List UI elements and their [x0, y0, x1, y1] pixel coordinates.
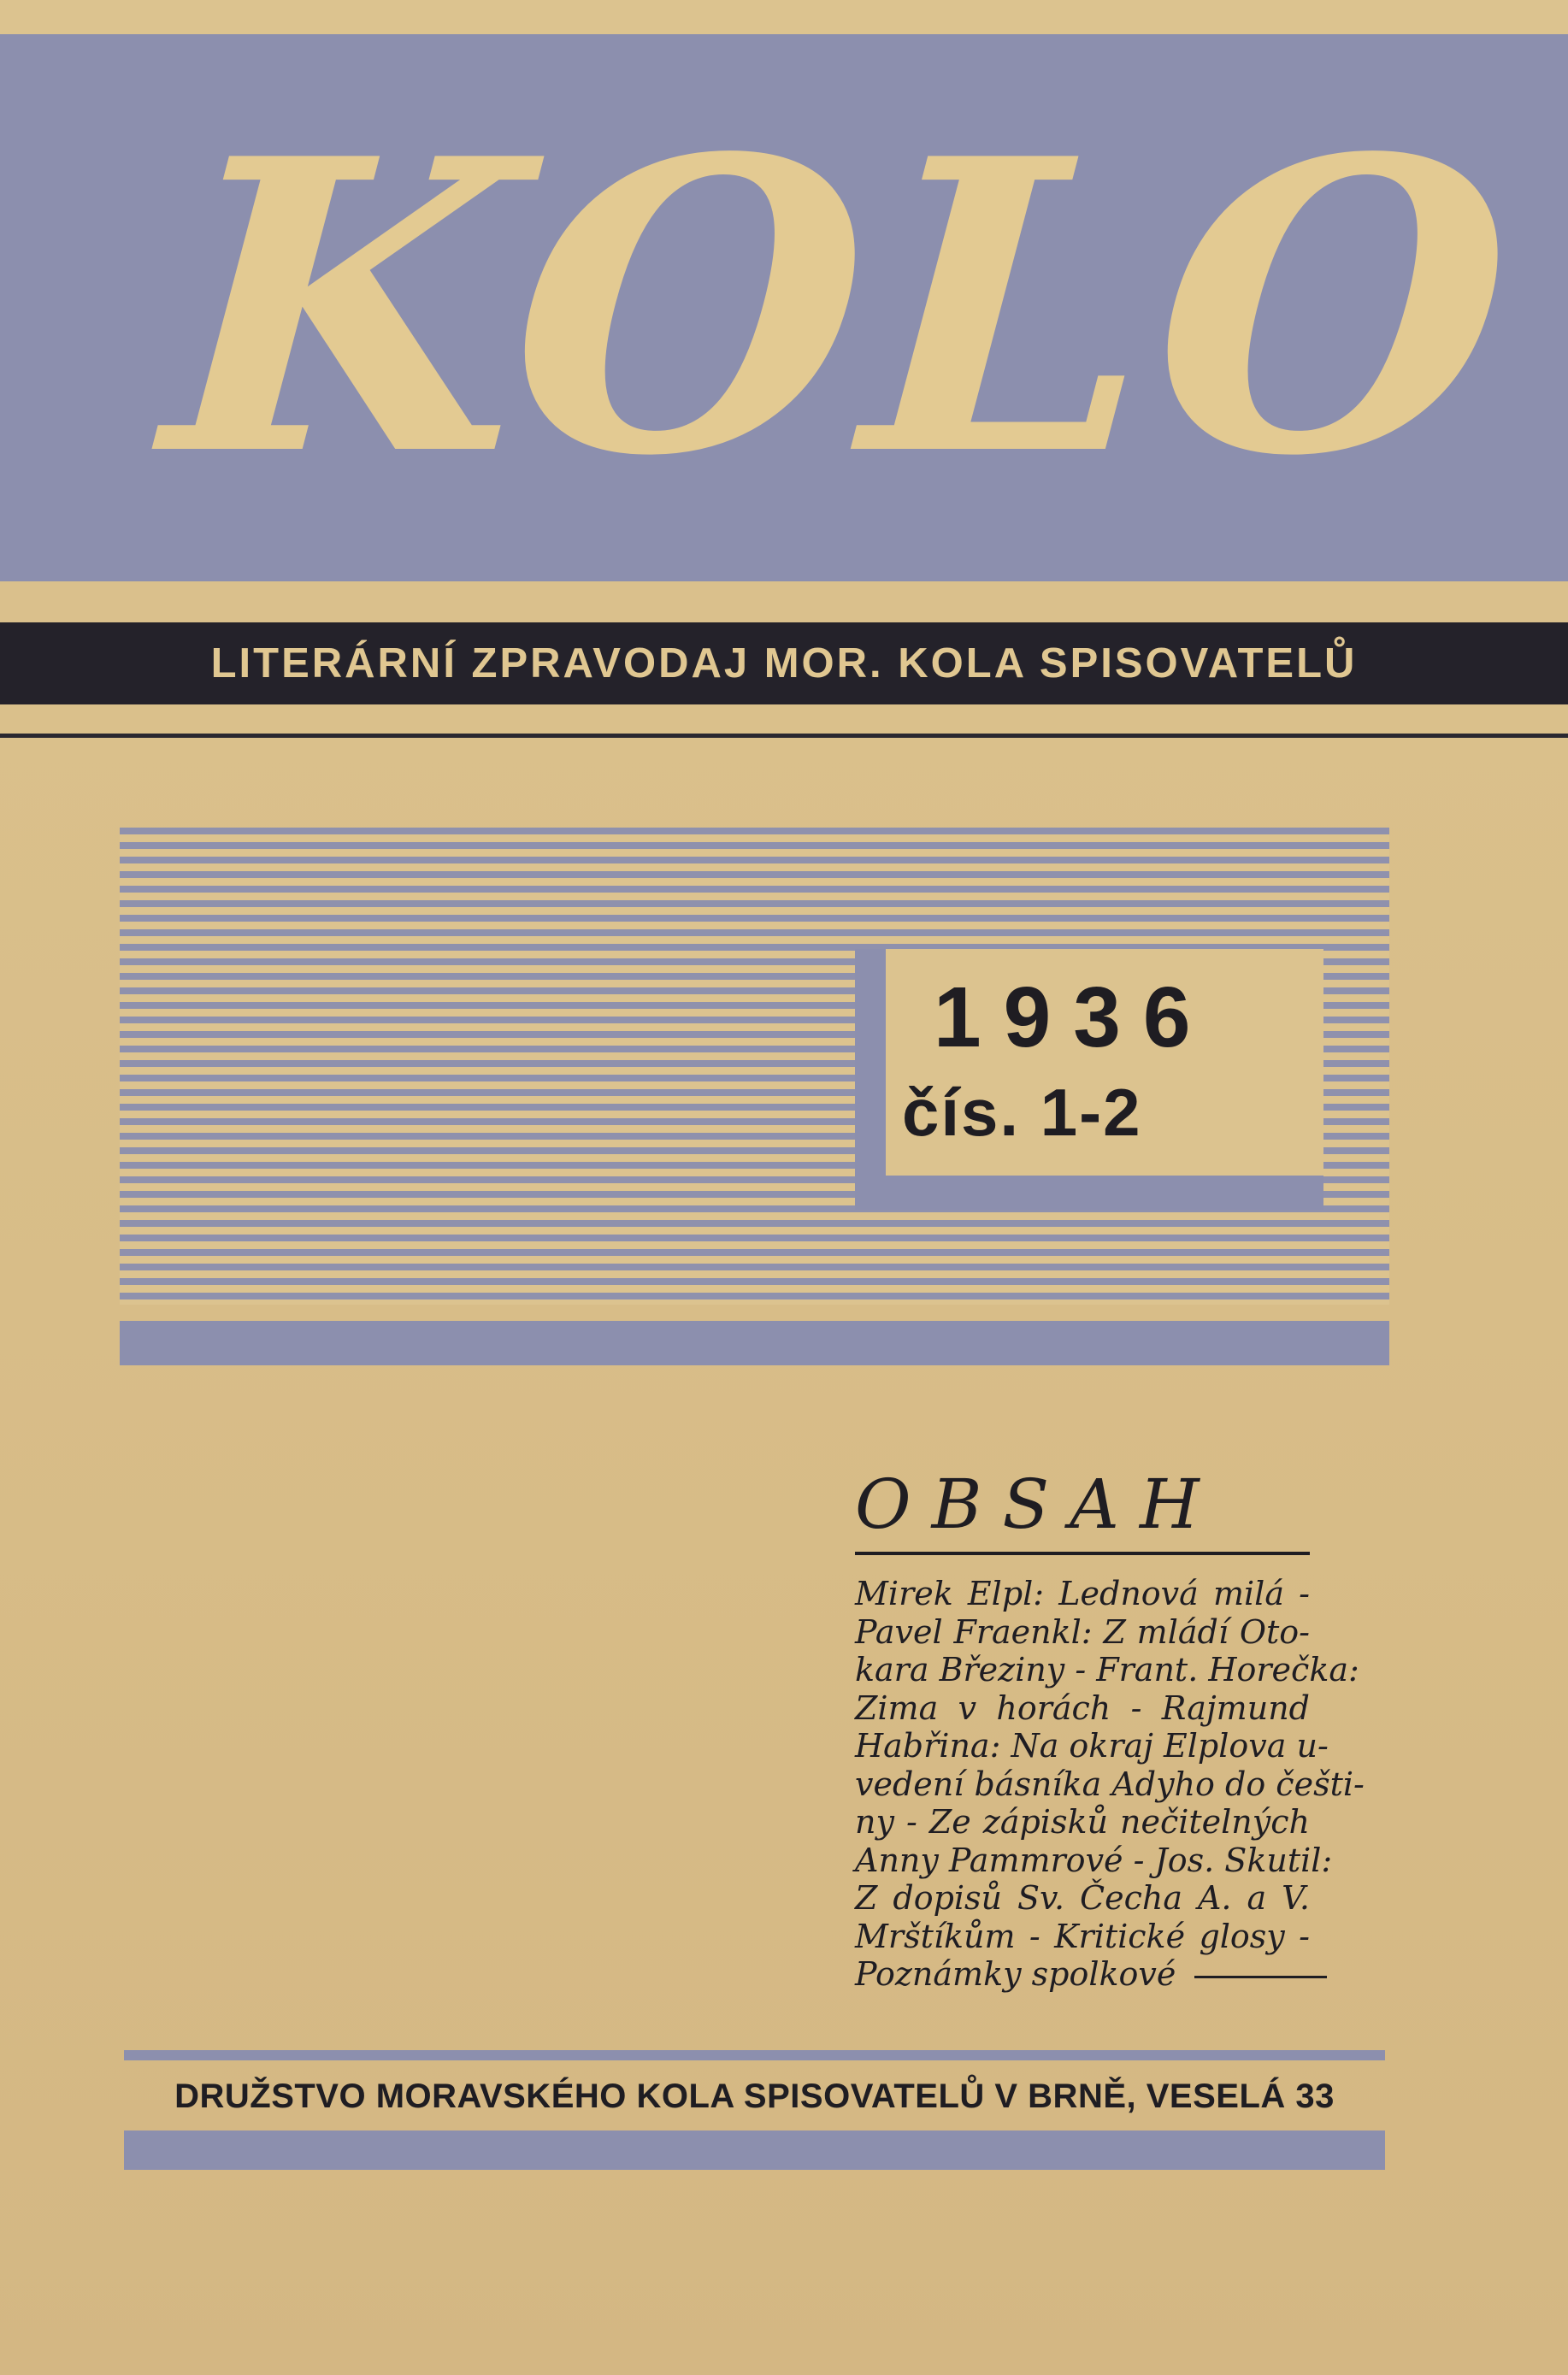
footer-bar [124, 2130, 1385, 2170]
issue-year: 1936 [934, 969, 1213, 1065]
publisher-line: DRUŽSTVO MORAVSKÉHO KOLA SPISOVATELŮ V BRNĚ, VESELÁ 33 [174, 2077, 1335, 2115]
contents-line: vedení básníka Adyho do češti- [855, 1765, 1365, 1803]
contents-line: Habřina: Na okraj Elplova u- [855, 1727, 1329, 1765]
contents-line: Poznámky spolkové [855, 1955, 1176, 1993]
contents-line: Z dopisů Sv. Čecha A. a V. [855, 1879, 1310, 1917]
end-rule [1194, 1976, 1327, 1978]
contents-line: Mirek Elpl: Lednová milá - [855, 1575, 1310, 1612]
issue-number: čís. 1-2 [902, 1075, 1142, 1150]
contents-heading: OBSAH [855, 1464, 1220, 1544]
contents-line: Mrštíkům - Kritické glosy - [855, 1917, 1310, 1955]
magazine-title: KOLO [154, 72, 1530, 544]
divider-rule [0, 734, 1568, 738]
contents-line: kara Březiny - Frant. Horečka: [855, 1651, 1359, 1688]
contents-line: Zima v horách - Rajmund [855, 1688, 1310, 1727]
magazine-subtitle: LITERÁRNÍ ZPRAVODAJ MOR. KOLA SPISOVATELŮ [210, 640, 1358, 687]
contents-list [855, 1575, 1365, 1994]
contents-line: ny - Ze zápisků nečitelných [855, 1803, 1310, 1841]
contents-line: Anny Pammrové - Jos. Skutil: [855, 1841, 1333, 1879]
footer-rule [124, 2050, 1385, 2060]
striped-block-bar [120, 1321, 1389, 1365]
subtitle-band [0, 622, 1568, 704]
contents-heading-rule [855, 1552, 1310, 1555]
contents-line-last [855, 1955, 1310, 1994]
contents-line: Pavel Fraenkl: Z mládí Oto- [855, 1612, 1310, 1651]
